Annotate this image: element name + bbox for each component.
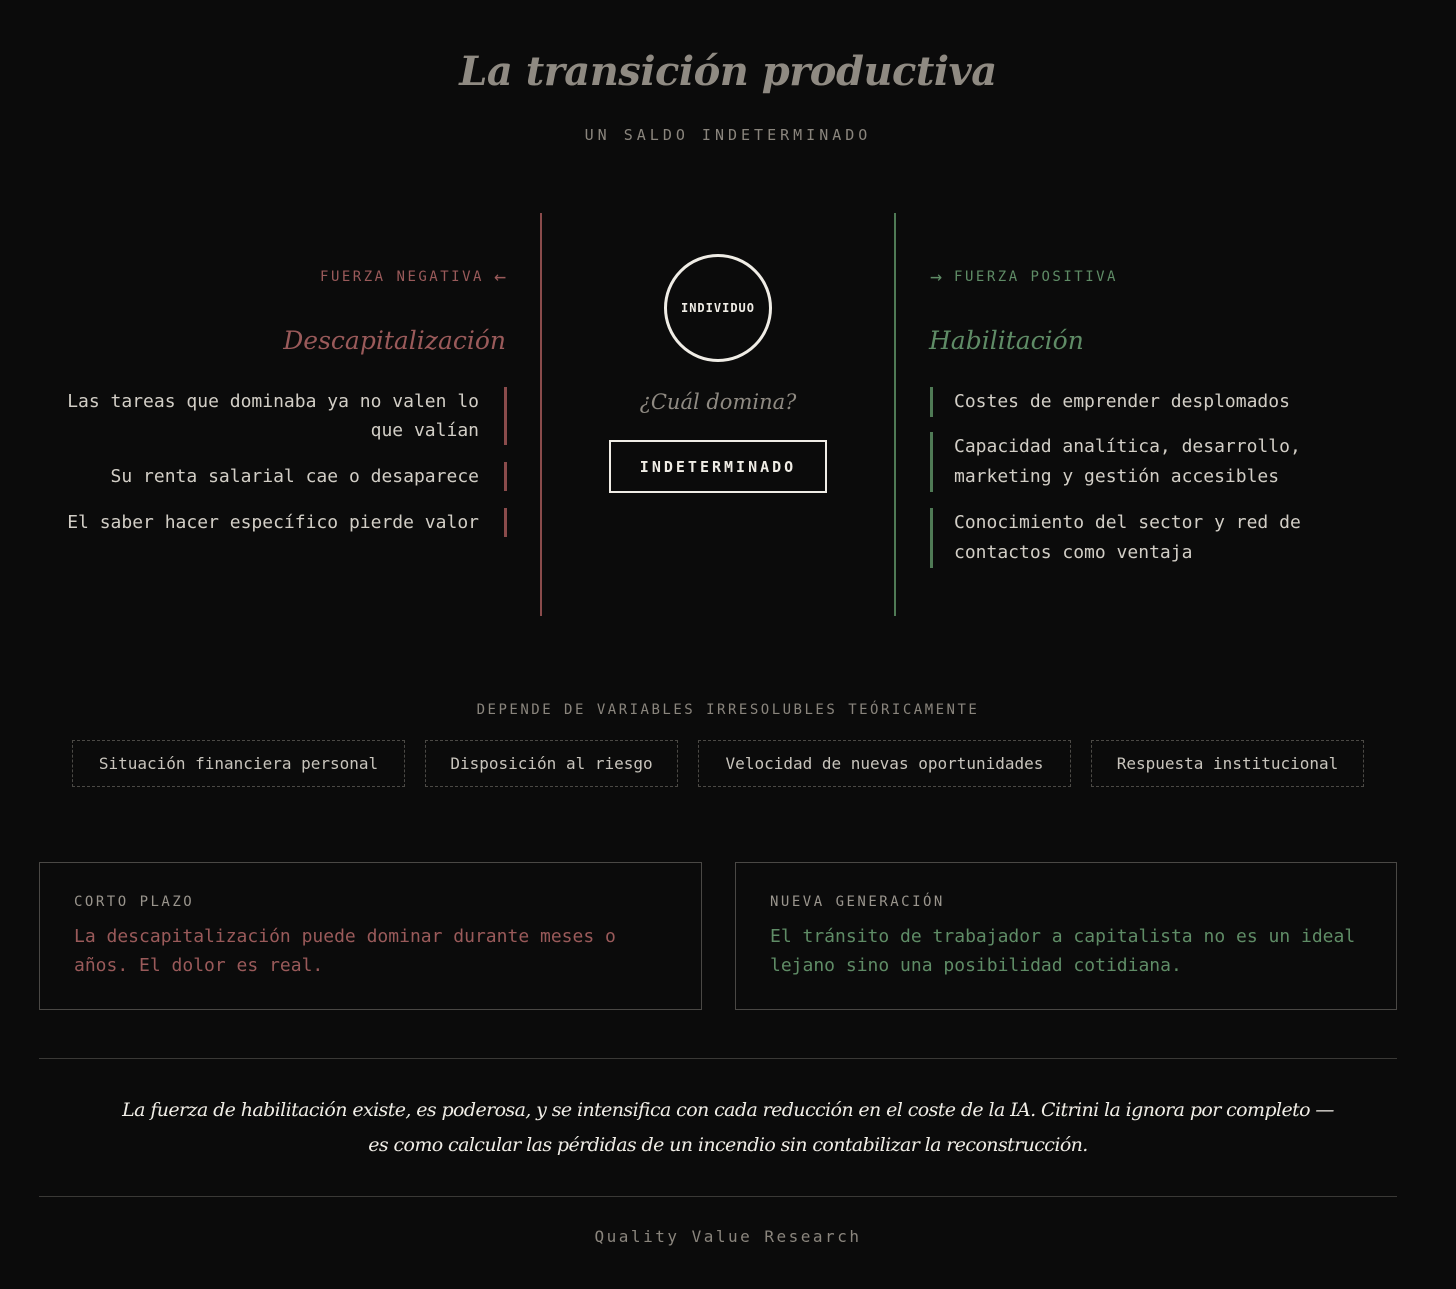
- page-title: La transición productiva: [459, 48, 997, 95]
- negative-item: El saber hacer específico pierde valor: [60, 508, 507, 537]
- new-generation-box: [735, 862, 1397, 1010]
- variables-label: DEPENDE DE VARIABLES IRRESOLUBLES TEÓRICAMENTE: [476, 702, 980, 718]
- short-term-text: La descapitalización puede dominar durante meses o años. El dolor es real.: [74, 926, 616, 976]
- variable-chip: Disposición al riesgo: [425, 740, 678, 787]
- positive-force-label: [930, 264, 1250, 288]
- arrow-right-icon: →: [930, 264, 943, 288]
- variable-chip: Respuesta institucional: [1091, 740, 1364, 787]
- new-generation-label: NUEVA GENERACIÓN: [770, 894, 945, 910]
- footer-credit: Quality Value Research: [594, 1227, 862, 1246]
- variable-chip: Situación financiera personal: [72, 740, 405, 787]
- short-term-label: CORTO PLAZO: [74, 894, 195, 910]
- negative-force-label-text: FUERZA NEGATIVA: [320, 269, 484, 285]
- positive-force-label-text: FUERZA POSITIVA: [954, 269, 1118, 285]
- result-badge: INDETERMINADO: [609, 440, 827, 493]
- variable-chip: Velocidad de nuevas oportunidades: [698, 740, 1071, 787]
- negative-force-label: [230, 264, 506, 288]
- divider: [39, 1196, 1397, 1197]
- short-term-box: [39, 862, 702, 1010]
- negative-item: Las tareas que dominaba ya no valen lo que valían: [60, 387, 507, 445]
- individual-node: INDIVIDUO: [664, 254, 772, 362]
- positive-item: Costes de emprender desplomados: [930, 387, 1350, 417]
- divider: [39, 1058, 1397, 1059]
- arrow-left-icon: ←: [493, 264, 506, 288]
- positive-force-title: Habilitación: [929, 326, 1084, 355]
- negative-divider: [540, 213, 542, 616]
- positive-item: Capacidad analítica, desarrollo, marketing y gestión accesibles: [930, 432, 1350, 492]
- new-generation-text: El tránsito de trabajador a capitalista no es un ideal lejano sino una posibilidad cotidiana.: [770, 926, 1356, 976]
- negative-item: Su renta salarial cae o desaparece: [60, 462, 507, 491]
- page-subtitle: UN SALDO INDETERMINADO: [584, 126, 872, 144]
- negative-force-title: Descapitalización: [283, 326, 506, 355]
- center-question: ¿Cuál domina?: [639, 390, 797, 414]
- positive-item: Conocimiento del sector y red de contactos como ventaja: [930, 508, 1350, 568]
- positive-divider: [894, 213, 896, 616]
- conclusion-quote: La fuerza de habilitación existe, es poderosa, y se intensifica con cada reducción en el coste de la IA. Citrini la ignora por completo — es como calcular las pérdidas de un incendio sin contabilizar la reconstrucción.: [122, 1099, 1334, 1156]
